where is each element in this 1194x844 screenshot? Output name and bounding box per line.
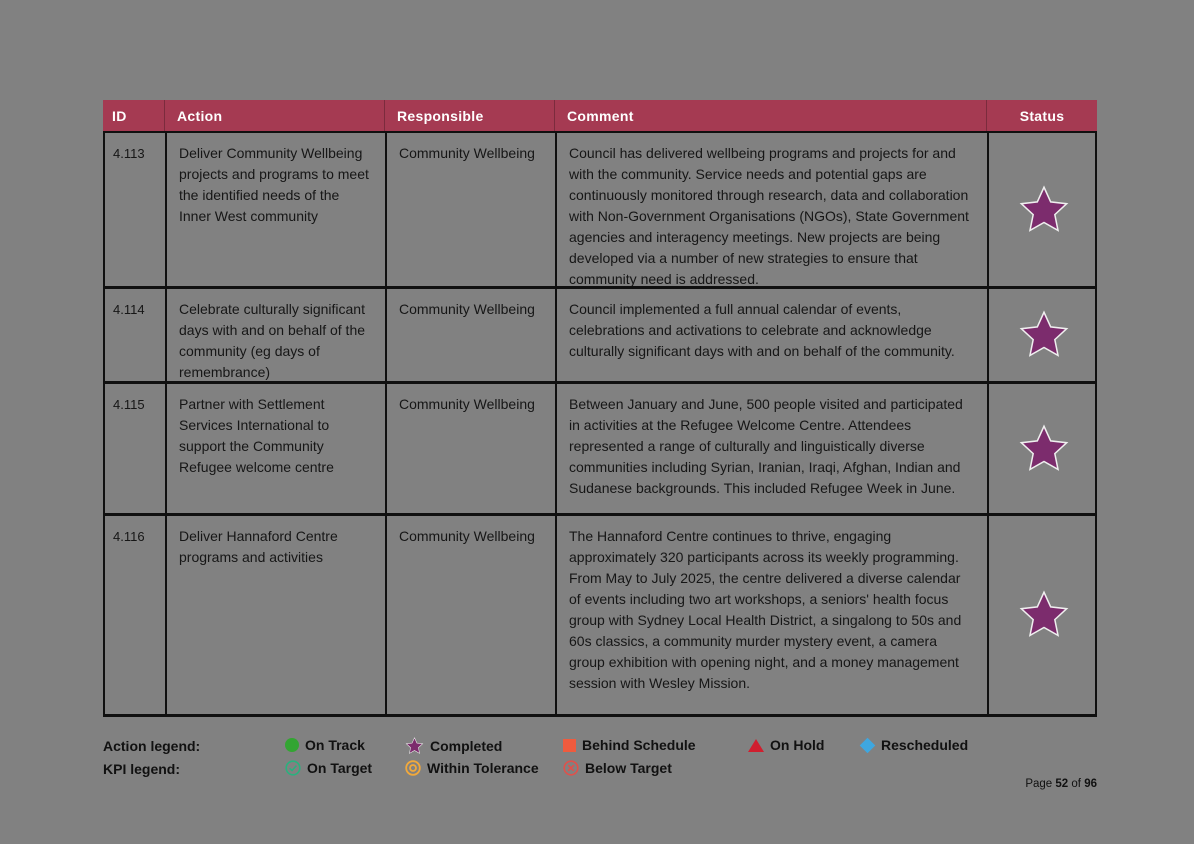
- page-number: [1025, 778, 1097, 790]
- actions-table: [103, 100, 1097, 717]
- cell-id: 4.115: [105, 384, 167, 513]
- legend-item-label: Behind Schedule: [582, 737, 696, 753]
- status-legend: [103, 736, 1097, 782]
- legend-item-on-target: [285, 760, 372, 776]
- cell-action: Celebrate culturally significant days with and on behalf of the community (eg days of remembrance): [167, 289, 387, 381]
- cell-responsible: Community Wellbeing: [387, 133, 557, 286]
- completed-star-icon: [1018, 590, 1070, 640]
- legend-item-label: On Target: [307, 760, 373, 776]
- legend-item-label: Rescheduled: [881, 737, 969, 753]
- blue-diamond-icon: [860, 737, 876, 753]
- cell-status: [989, 516, 1099, 714]
- completed-star-icon: [1018, 424, 1070, 474]
- header-cell-status: Status: [1019, 107, 1065, 124]
- cell-status: [989, 289, 1099, 381]
- legend-item-behind-schedule: [563, 737, 696, 753]
- purple-star-icon: [405, 737, 424, 755]
- completed-star-icon: [1018, 185, 1070, 235]
- header-cell-responsible: Responsible: [385, 100, 555, 131]
- completed-star-icon: [1018, 310, 1070, 360]
- table-row: [103, 133, 1097, 289]
- legend-item-below-target: [563, 760, 672, 776]
- cell-responsible: Community Wellbeing: [387, 516, 557, 714]
- cell-responsible: Community Wellbeing: [387, 384, 557, 513]
- legend-item-completed: [405, 737, 502, 755]
- action-legend-row: [103, 736, 1097, 759]
- red-triangle-icon: [748, 739, 764, 752]
- header-cell-comment: Comment: [555, 100, 987, 131]
- cell-responsible: Community Wellbeing: [387, 289, 557, 381]
- legend-item-label: Below Target: [585, 760, 672, 776]
- cell-action: Deliver Hannaford Centre programs and activities: [167, 516, 387, 714]
- legend-item-label: On Track: [305, 737, 365, 753]
- table-header-row: [103, 100, 1097, 133]
- legend-item-rescheduled: [860, 737, 968, 753]
- table-row: [103, 384, 1097, 516]
- cell-comment: The Hannaford Centre continues to thrive, engaging approximately 320 participants across its weekly programming. From May to July 2025, the centre delivered a diverse calendar of events including two art workshops, a seniors' health focus group with Sydney Local Health District, a singalong to 50s and 60s classics, a community murder mystery event, a camera group exhibition with opening night, and a money management session with Wesley Mission.: [557, 516, 989, 714]
- legend-item-label: Within Tolerance: [427, 760, 539, 776]
- header-cell-id: ID: [103, 100, 165, 131]
- circle-check-icon: [285, 760, 301, 776]
- legend-item-on-track: [285, 737, 365, 753]
- header-cell-action: Action: [165, 100, 385, 131]
- cell-id: 4.116: [105, 516, 167, 714]
- cell-comment: Council has delivered wellbeing programs and projects for and with the community. Service needs and potential gaps are continuously monitored through research, data and collaboration with Non-Government Organisations (NGOs), State Government agencies and interagency meetings. New projects are being developed via a number of new strategies to ensure that community need is addressed.: [557, 133, 989, 286]
- page-label: Page: [1025, 778, 1053, 790]
- of-label: of: [1071, 778, 1081, 790]
- cell-action: Deliver Community Wellbeing projects and programs to meet the identified needs of the Inner West community: [167, 133, 387, 286]
- cell-comment: Council implemented a full annual calendar of events, celebrations and activations to celebrate and acknowledge culturally significant days with and on behalf of the community.: [557, 289, 989, 381]
- circle-cross-icon: [563, 760, 579, 776]
- legend-item-label: On Hold: [770, 737, 825, 753]
- legend-item-on-hold: [748, 737, 824, 753]
- cell-id: 4.113: [105, 133, 167, 286]
- cell-action: Partner with Settlement Services International to support the Community Refugee welcome centre: [167, 384, 387, 513]
- kpi-legend-label: KPI legend:: [103, 761, 181, 777]
- cell-status: [989, 133, 1099, 286]
- page-total: 96: [1084, 778, 1097, 790]
- cell-status: [989, 384, 1099, 513]
- cell-comment: Between January and June, 500 people visited and participated in activities at the Refugee Welcome Centre. Attendees represented a range of culturally and linguistically diverse communities including Syrian, Iranian, Iraqi, Afghan, Indian and Sudanese backgrounds. This included Refugee Week in June.: [557, 384, 989, 513]
- circle-ring-icon: [405, 760, 421, 776]
- legend-item-label: Completed: [430, 738, 503, 754]
- action-legend-label: Action legend:: [103, 738, 201, 754]
- table-row: [103, 289, 1097, 384]
- orange-square-icon: [563, 739, 576, 752]
- page-current: 52: [1055, 778, 1069, 790]
- legend-item-within-tolerance: [405, 760, 539, 776]
- table-row: [103, 516, 1097, 717]
- cell-id: 4.114: [105, 289, 167, 381]
- kpi-legend-row: [103, 759, 1097, 782]
- green-circle-icon: [285, 738, 299, 752]
